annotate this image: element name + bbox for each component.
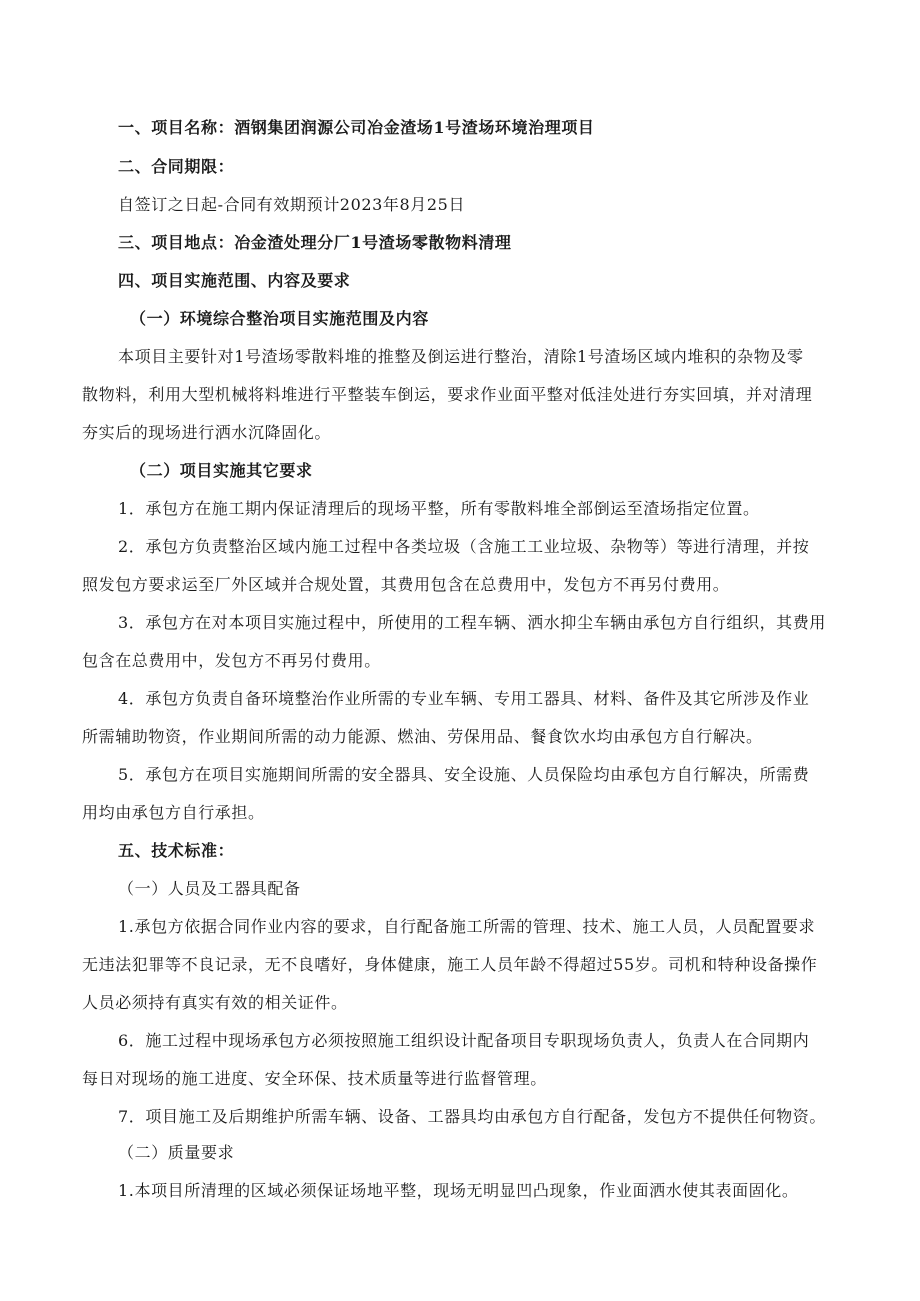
list-item-continuation: 无违法犯罪等不良记录，无不良嗜好，身体健康，施工人员年龄不得超过55岁。司机和特种设备操作 — [82, 955, 818, 974]
list-item: 6．施工过程中现场承包方必须按照施工组织设计配备项目专职现场负责人，负责人在合同期内 — [118, 1031, 810, 1050]
subheading-other-requirements: （二）项目实施其它要求 — [130, 461, 313, 480]
list-item-continuation: 所需辅助物资，作业期间所需的动力能源、燃油、劳保用品、餐食饮水均由承包方自行解决。 — [82, 727, 763, 746]
list-item-continuation: 照发包方要求运至厂外区域并合规处置，其费用包含在总费用中，发包方不再另付费用。 — [82, 575, 730, 594]
list-item: 3．承包方在对本项目实施过程中，所使用的工程车辆、洒水抑尘车辆由承包方自行组织，其费用 — [118, 613, 826, 632]
subheading-personnel-tools: （一）人员及工器具配备 — [118, 879, 301, 898]
paragraph-line: 散物料，利用大型机械将料堆进行平整装车倒运，要求作业面平整对低洼处进行夯实回填，并对清理 — [82, 385, 813, 404]
list-item: 7．项目施工及后期维护所需车辆、设备、工器具均由承包方自行配备，发包方不提供任何物资。 — [118, 1107, 826, 1126]
heading-technical-standards: 五、技术标准： — [118, 841, 235, 860]
list-item-continuation: 用均由承包方自行承担。 — [82, 803, 265, 822]
heading-contract-period: 二、合同期限： — [118, 157, 235, 176]
list-item: 5．承包方在项目实施期间所需的安全器具、安全设施、人员保险均由承包方自行解决，所需费 — [118, 765, 810, 784]
paragraph-line: 夯实后的现场进行洒水沉降固化。 — [82, 423, 332, 442]
heading-scope: 四、项目实施范围、内容及要求 — [118, 271, 351, 290]
list-item: 2．承包方负责整治区域内施工过程中各类垃圾（含施工工业垃圾、杂物等）等进行清理，并按 — [118, 537, 810, 556]
list-item-continuation: 包含在总费用中，发包方不再另付费用。 — [82, 651, 381, 670]
heading-project-name: 一、项目名称：酒钢集团润源公司冶金渣场1号渣场环境治理项目 — [118, 118, 595, 137]
subheading-scope-content: （一）环境综合整治项目实施范围及内容 — [130, 309, 429, 328]
list-item: 1．承包方在施工期内保证清理后的现场平整，所有零散料堆全部倒运至渣场指定位置。 — [118, 499, 760, 518]
list-item-continuation: 每日对现场的施工进度、安全环保、技术质量等进行监督管理。 — [82, 1069, 547, 1088]
list-item: 4．承包方负责自备环境整治作业所需的专业车辆、专用工器具、材料、备件及其它所涉及作业 — [118, 689, 810, 708]
heading-project-location: 三、项目地点：冶金渣处理分厂1号渣场零散物料清理 — [118, 233, 512, 252]
list-item: 1.本项目所清理的区域必须保证场地平整，现场无明显凹凸现象，作业面洒水使其表面固化。 — [118, 1181, 799, 1200]
list-item-continuation: 人员必须持有真实有效的相关证件。 — [82, 993, 348, 1012]
subheading-quality-requirements: （二）质量要求 — [118, 1143, 235, 1162]
paragraph-line: 本项目主要针对1号渣场零散料堆的推整及倒运进行整治，清除1号渣场区域内堆积的杂物及零 — [118, 347, 804, 366]
list-item: 1.承包方依据合同作业内容的要求，自行配备施工所需的管理、技术、施工人员，人员配置要求 — [118, 917, 816, 936]
contract-period-text: 自签订之日起-合同有效期预计2023年8月25日 — [118, 195, 466, 214]
